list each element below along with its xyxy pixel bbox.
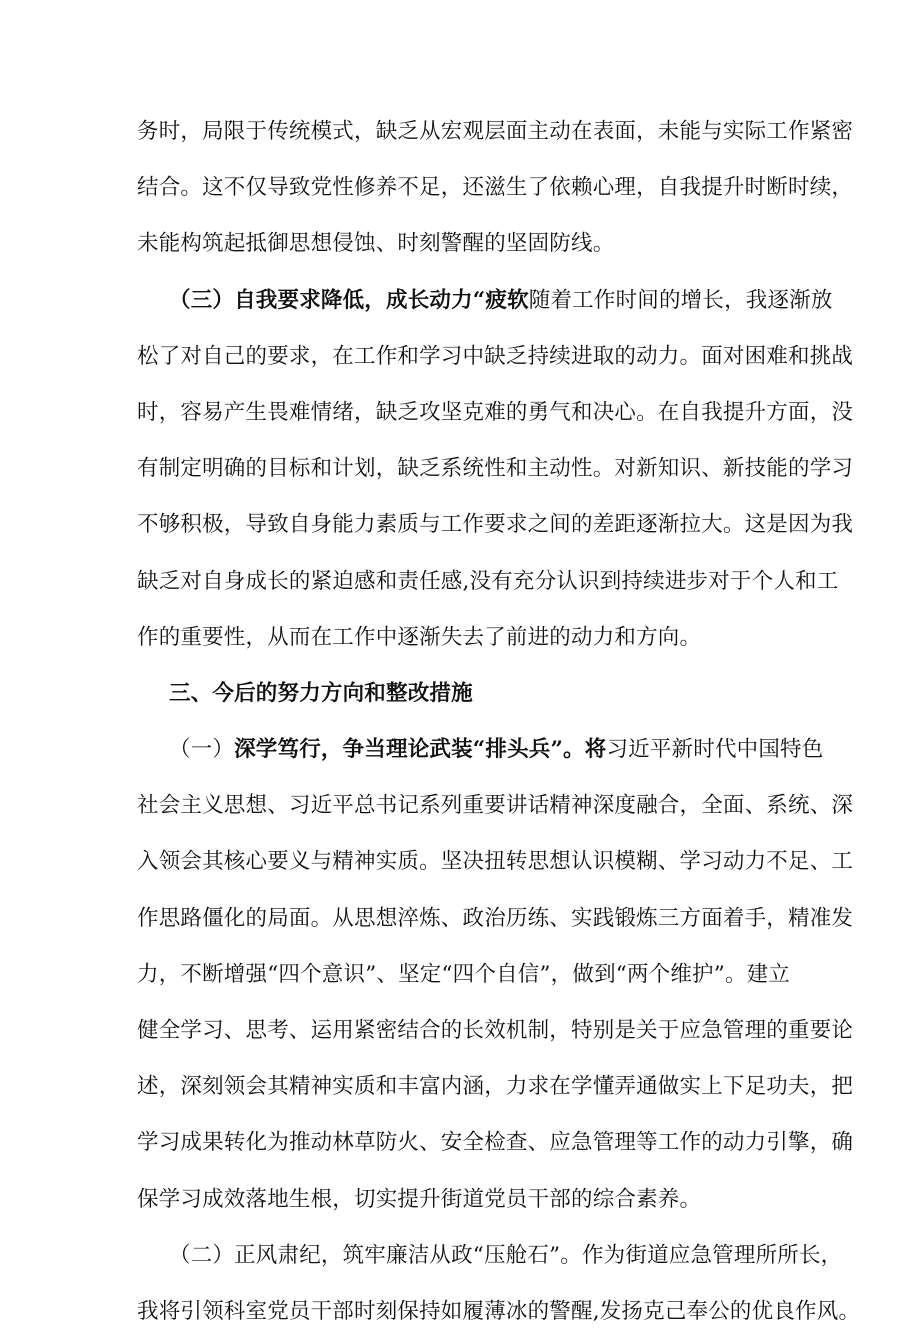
subheading-line: [137, 282, 833, 320]
text-line: 作思路僵化的局面。从思想淬炼、政治历练、实践锻炼三方面着手，精准发: [137, 905, 854, 931]
text-line: 学习成果转化为推动林草防火、安全检查、应急管理等工作的动力引擎，确: [137, 1130, 854, 1156]
text-line: 保学习成效落地生根，切实提升街道党员干部的综合素养。: [137, 1186, 702, 1212]
text-line: 务时，局限于传统模式，缺乏从宏观层面主动在表面，未能与实际工作紧密: [137, 119, 854, 144]
text-line: 未能构筑起抵御思想侵蚀、时刻警醒的坚固防线。: [137, 231, 615, 257]
text-run: 随着工作时间的增长，我逐渐放: [528, 287, 833, 313]
text-line: 松了对自己的要求，在工作和学习中缺乏持续进取的动力。面对困难和挑战: [137, 343, 854, 369]
text-line: 缺乏对自身成长的紧迫感和责任感,没有充分认识到持续进步对于个人和工: [137, 568, 839, 594]
section-heading-text: 三、今后的努力方向和整改措施: [169, 680, 473, 706]
text-line: 作的重要性，从而在工作中逐渐失去了前进的动力和方向。: [137, 624, 702, 650]
text-line: 社会主义思想、习近平总书记系列重要讲话精神深度融合，全面、系统、深: [137, 793, 854, 819]
subheading-line: [137, 731, 824, 769]
subheading-line: （二）正风肃纪，筑牢廉洁从政“压舱石”。作为街道应急管理所所长，: [169, 1242, 843, 1268]
text-run: 习近平新时代中国特色: [606, 737, 824, 763]
text-line: 述，深刻领会其精神实质和丰富内涵，力求在学懂弄通做实上下足功夫，把: [137, 1074, 854, 1100]
text-line: 时，容易产生畏难情绪，缺乏攻坚克难的勇气和决心。在自我提升方面，没: [137, 399, 854, 425]
subheading-text: 深学笃行，争当理论武装“排头兵”。将: [234, 737, 607, 763]
text-line: 不够积极，导致自身能力素质与工作要求之间的差距逐渐拉大。这是因为我: [137, 512, 854, 538]
subheading-text: （三）自我要求降低，成长动力“疲软: [169, 287, 529, 313]
section-heading: [137, 675, 810, 713]
text-line: 健全学习、思考、运用紧密结合的长效机制，特别是关于应急管理的重要论: [137, 1018, 854, 1043]
subheading-prefix: （一）: [169, 737, 235, 763]
text-line: 力，不断增强“四个意识”、坚定“四个自信”，做到“两个维护”。建立: [137, 961, 791, 987]
text-line: 入领会其核心要义与精神实质。坚决扭转思想认识模糊、学习动力不足、工: [137, 849, 854, 875]
text-line: 我将引领科室党员干部时刻保持如履薄冰的警醒,发扬克己奉公的优良作风。: [137, 1298, 861, 1324]
text-line: 结合。这不仅导致党性修养不足，还滋生了依赖心理，自我提升时断时续，: [137, 175, 854, 201]
text-line: 有制定明确的目标和计划，缺乏系统性和主动性。对新知识、新技能的学习: [137, 456, 854, 482]
